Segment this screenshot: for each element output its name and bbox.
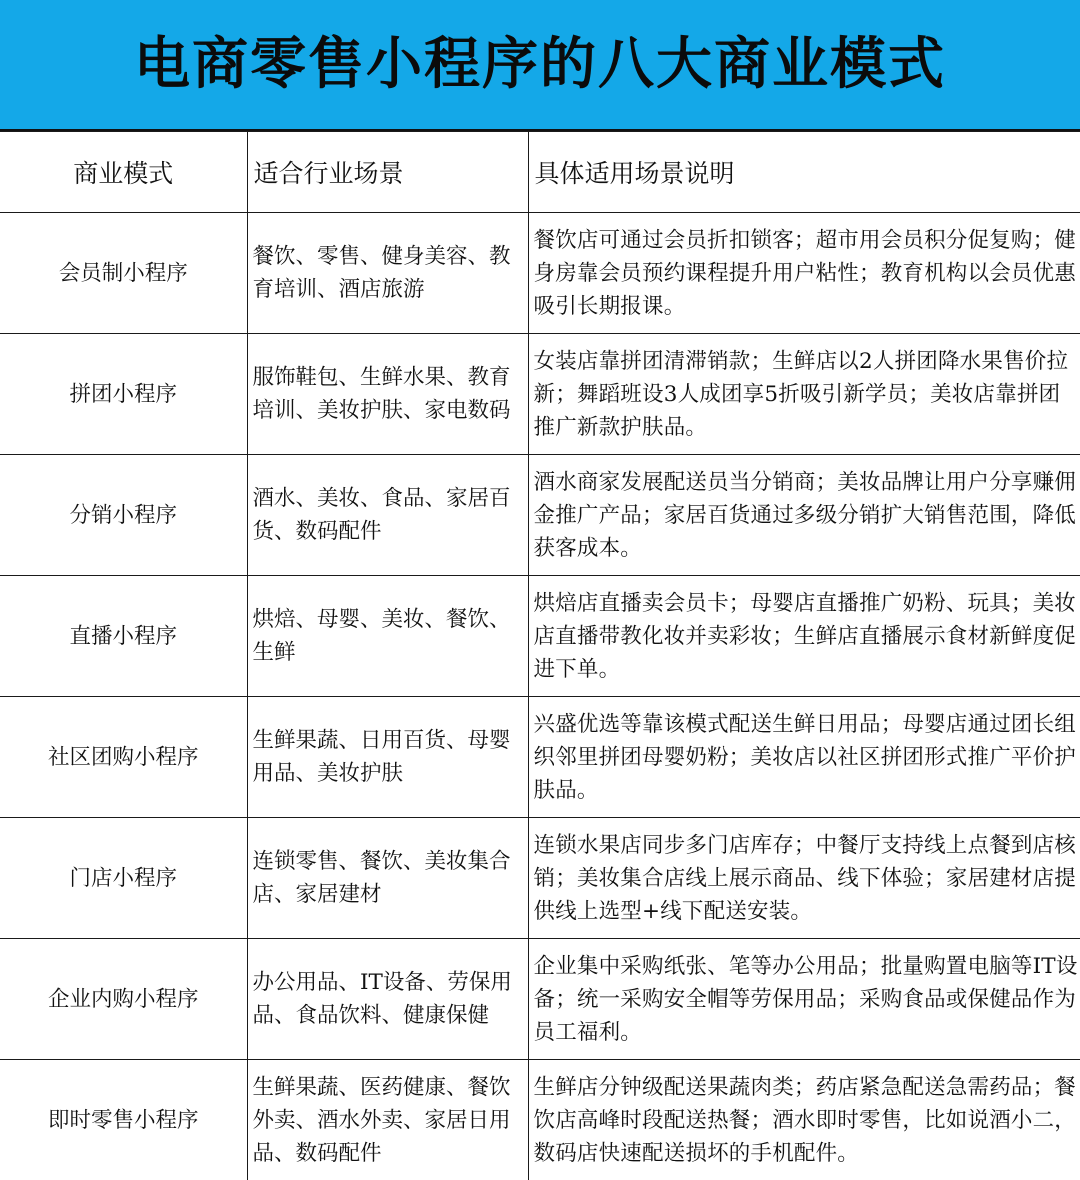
table-row bbox=[0, 697, 1080, 818]
business-model-table bbox=[0, 131, 1080, 1180]
industries-cell: 生鲜果蔬、医药健康、餐饮外卖、酒水外卖、家居日用品、数码配件 bbox=[247, 1060, 528, 1180]
description-cell: 兴盛优选等靠该模式配送生鲜日用品；母婴店通过团长组织邻里拼团母婴奶粉；美妆店以社区拼团形式推广平价护肤品。 bbox=[528, 697, 1080, 818]
page-title: 电商零售小程序的八大商业模式 bbox=[134, 31, 946, 97]
header-industries: 适合行业场景 bbox=[247, 132, 528, 213]
description-cell: 餐饮店可通过会员折扣锁客；超市用会员积分促复购；健身房靠会员预约课程提升用户粘性；教育机构以会员优惠吸引长期报课。 bbox=[528, 213, 1080, 334]
model-cell: 社区团购小程序 bbox=[0, 697, 247, 818]
model-cell: 分销小程序 bbox=[0, 455, 247, 576]
model-cell: 门店小程序 bbox=[0, 818, 247, 939]
description-cell: 女装店靠拼团清滞销款；生鲜店以2人拼团降水果售价拉新；舞蹈班设3人成团享5折吸引新学员；美妆店靠拼团推广新款护肤品。 bbox=[528, 334, 1080, 455]
table-row bbox=[0, 213, 1080, 334]
industries-cell: 烘焙、母婴、美妆、餐饮、生鲜 bbox=[247, 576, 528, 697]
model-cell: 企业内购小程序 bbox=[0, 939, 247, 1060]
title-banner bbox=[0, 0, 1080, 131]
table-row bbox=[0, 334, 1080, 455]
model-cell: 即时零售小程序 bbox=[0, 1060, 247, 1180]
model-cell: 会员制小程序 bbox=[0, 213, 247, 334]
header-description: 具体适用场景说明 bbox=[528, 132, 1080, 213]
industries-cell: 连锁零售、餐饮、美妆集合店、家居建材 bbox=[247, 818, 528, 939]
table-header-row bbox=[0, 132, 1080, 213]
industries-cell: 餐饮、零售、健身美容、教育培训、酒店旅游 bbox=[247, 213, 528, 334]
description-cell: 连锁水果店同步多门店库存；中餐厅支持线上点餐到店核销；美妆集合店线上展示商品、线下体验；家居建材店提供线上选型+线下配送安装。 bbox=[528, 818, 1080, 939]
industries-cell: 酒水、美妆、食品、家居百货、数码配件 bbox=[247, 455, 528, 576]
table-row bbox=[0, 939, 1080, 1060]
table-row bbox=[0, 1060, 1080, 1180]
table-row bbox=[0, 576, 1080, 697]
description-cell: 生鲜店分钟级配送果蔬肉类；药店紧急配送急需药品；餐饮店高峰时段配送热餐；酒水即时零售，比如说酒小二，数码店快速配送损坏的手机配件。 bbox=[528, 1060, 1080, 1180]
model-cell: 拼团小程序 bbox=[0, 334, 247, 455]
header-model: 商业模式 bbox=[0, 132, 247, 213]
industries-cell: 办公用品、IT设备、劳保用品、食品饮料、健康保健 bbox=[247, 939, 528, 1060]
description-cell: 烘焙店直播卖会员卡；母婴店直播推广奶粉、玩具；美妆店直播带教化妆并卖彩妆；生鲜店直播展示食材新鲜度促进下单。 bbox=[528, 576, 1080, 697]
description-cell: 酒水商家发展配送员当分销商；美妆品牌让用户分享赚佣金推广产品；家居百货通过多级分销扩大销售范围，降低获客成本。 bbox=[528, 455, 1080, 576]
description-cell: 企业集中采购纸张、笔等办公用品；批量购置电脑等IT设备；统一采购安全帽等劳保用品；采购食品或保健品作为员工福利。 bbox=[528, 939, 1080, 1060]
industries-cell: 生鲜果蔬、日用百货、母婴用品、美妆护肤 bbox=[247, 697, 528, 818]
model-cell: 直播小程序 bbox=[0, 576, 247, 697]
industries-cell: 服饰鞋包、生鲜水果、教育培训、美妆护肤、家电数码 bbox=[247, 334, 528, 455]
table-row bbox=[0, 818, 1080, 939]
table-row bbox=[0, 455, 1080, 576]
